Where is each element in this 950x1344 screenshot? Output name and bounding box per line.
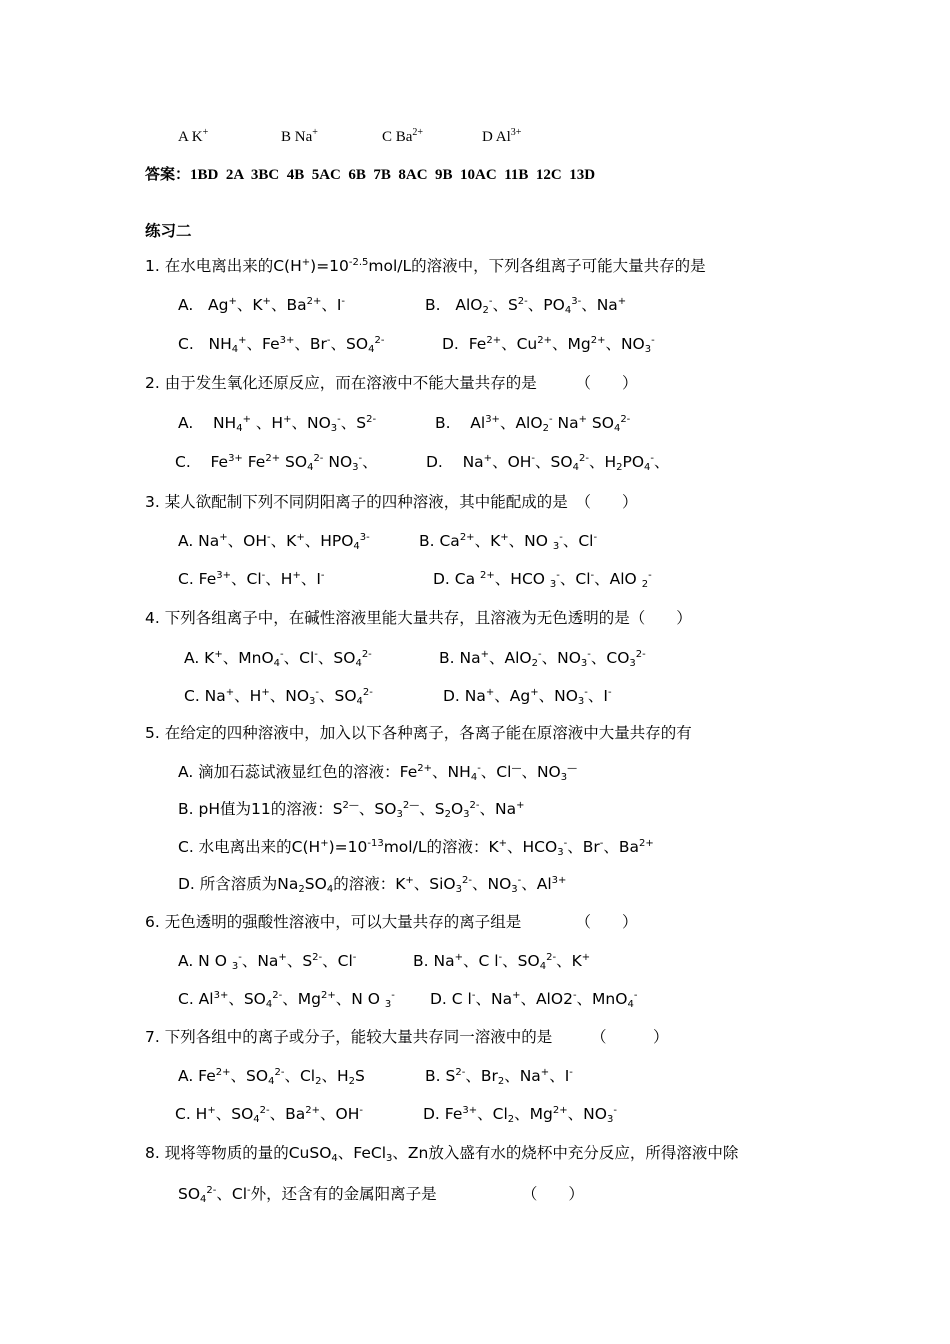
question-1-options-row-2 (0, 334, 950, 354)
question-7-options-row-2 (0, 1104, 950, 1124)
question-1-option-d: D. $Fe^{2+}$、$Cu^{2+}$、$Mg^{2+}$、$NO_3^-$ (442, 335, 655, 355)
prev-option-b: B Na+ (281, 127, 318, 145)
question-4-options-row-1 (0, 648, 950, 668)
question-3-stem: 3. 某人欲配制下列不同阴阳离子的四种溶液，其中能配成的是 （ ） (145, 493, 638, 511)
question-4-option-b: B. Na+、AlO$_2$-、$NO_3^-$、$CO_3^{2-}$ (439, 649, 646, 669)
question-6-options-row-1 (0, 951, 950, 971)
question-2-stem: 2. 由于发生氧化还原反应，而在溶液中不能大量共存的是 （ ） (145, 374, 638, 392)
question-2-option-b: B. $Al^{3+}$、AlO$_2$- Na+ $SO_4^{2-}$ (435, 414, 631, 434)
section-title: 练习二 (145, 222, 192, 240)
prev-options-row (0, 127, 950, 147)
question-6-stem: 6. 无色透明的强酸性溶液中，可以大量共存的离子组是 （ ） (145, 913, 638, 931)
prev-option-d: D $Al^{3+}$ (482, 127, 522, 145)
question-4-option-d: D. Na+、Ag+、$NO_3^-$、I- (443, 687, 612, 707)
question-7-option-d: D. $Fe^{3+}$、$Cl_2$、$Mg^{2+}$、$NO_3^-$ (423, 1105, 617, 1125)
question-7-options-row-1 (0, 1066, 950, 1086)
question-7-option-c: C. H+、$SO_4^{2-}$、$Ba^{2+}$、OH- (175, 1105, 363, 1125)
question-3-option-d: D. Ca $^{2+}$、HCO $_3$-、Cl-、AlO $_2$- (433, 570, 652, 590)
question-4-option-c: C. Na+、H+、$NO_3^-$、$SO_4^{2-}$ (184, 687, 373, 707)
question-2-options-row-2 (0, 452, 950, 472)
question-1-option-a: A. Ag+、K+、$Ba^{2+}$、I- (178, 296, 346, 314)
question-6-option-b: B. Na+、C l-、$SO_4^{2-}$、K+ (413, 952, 591, 972)
question-6-option-a: A. N O $_3$-、Na+、$S^{2-}$、Cl- (178, 952, 357, 972)
question-3-option-b: B. $Ca^{2+}$、K+、NO $_3$-、Cl- (419, 532, 598, 552)
question-8-stem: 8. 现将等物质的量的CuSO$_4$、FeCl$_3$、Zn放入盛有水的烧杯中充分反应，所得溶液中除 (145, 1144, 739, 1164)
question-5-option-a: A. 滴加石蕊试液显红色的溶液：$Fe^{2+}$、$NH_4^-$、Cl—、$NO_3^—$ (178, 763, 578, 783)
answer-line (145, 165, 595, 185)
question-2-option-a: A. $NH_4^+$ 、H+、$NO_3^-$、$S^{2-}$ (178, 414, 377, 434)
question-1-option-c: C. $NH_4^+$、$Fe^{3+}$、Br-、$SO_4^{2-}$ (178, 335, 385, 355)
question-4-option-a: A. K+、MnO$_4$-、Cl-、$SO_4^{2-}$ (184, 649, 372, 669)
question-5-option-d: D. 所含溶质为$Na_2SO_4$的溶液：K+、SiO$_3^{2-}$、$NO_3^-$、$Al^{3+}$ (178, 875, 567, 895)
question-6-option-d: D. C l-、Na+、AlO2-、MnO$_4$- (430, 990, 638, 1010)
question-1-stem: 1. 在水电离出来的$C(H^+)=10^{-2.5}mol/L$的溶液中，下列各组离子可能大量共存的是 (145, 257, 706, 275)
question-3-options-row-2 (0, 569, 950, 589)
question-5-stem: 5. 在给定的四种溶液中，加入以下各种离子，各离子能在原溶液中大量共存的有 (145, 724, 692, 742)
question-7-option-a: A. $Fe^{2+}$、$SO_4^{2-}$、$Cl_2$、$H_2S$ (178, 1067, 365, 1087)
question-3-options-row-1 (0, 531, 950, 551)
question-5-option-c: C. 水电离出来的$C(H^+)=10^{-13}mol/L$的溶液：K+、$HCO_3^-$、Br-、$Ba^{2+}$ (178, 838, 654, 858)
question-7-option-b: B. $S^{2-}$、$Br_2$、Na+、I- (425, 1067, 573, 1087)
question-1-options-row-1 (0, 295, 950, 315)
question-4-stem: 4. 下列各组离子中，在碱性溶液里能大量共存，且溶液为无色透明的是（ ） (145, 609, 692, 627)
question-4-options-row-2 (0, 686, 950, 706)
question-8-stem-continuation: $SO_4^{2-}$、Cl-外，还含有的金属阳离子是 （ ） (178, 1185, 584, 1205)
question-7-stem: 7. 下列各组中的离子或分子，能较大量共存同一溶液中的是 （ ） (145, 1028, 669, 1046)
question-2-option-d: D. Na+、OH-、$SO_4^{2-}$、$H_2PO_4^-$、 (426, 453, 670, 473)
question-6-options-row-2 (0, 989, 950, 1009)
prev-option-c: C $Ba^{2+}$ (382, 127, 424, 145)
question-6-option-c: C. $Al^{3+}$、$SO_4^{2-}$、$Mg^{2+}$、N O $_3$- (178, 990, 395, 1010)
answer-label: 答案： (145, 167, 191, 183)
question-2-options-row-1 (0, 413, 950, 433)
question-3-option-a: A. Na+、OH-、K+、$HPO_4^{3-}$ (178, 532, 370, 552)
question-5-option-b: B. pH值为11的溶液：$S^{2—}$、$SO_3^{2—}$、$S_2O_3^{2-}$、Na+ (178, 800, 525, 820)
question-2-option-c: C. $Fe^{3+}$ $Fe^{2+}$ $SO_4^{2-}$ $NO_3^-$、 (175, 453, 378, 473)
question-3-option-c: C. $Fe^{3+}$、Cl-、H+、I- (178, 570, 325, 588)
answer-text: 1BD 2A 3BC 4B 5AC 6B 7B 8AC 9B 10AC 11B 12C 13D (190, 167, 596, 183)
prev-option-a: A K+ (178, 127, 209, 145)
question-1-option-b: B. AlO$_2$-、$S^{2-}$、$PO_4^{3-}$、Na+ (425, 296, 627, 316)
